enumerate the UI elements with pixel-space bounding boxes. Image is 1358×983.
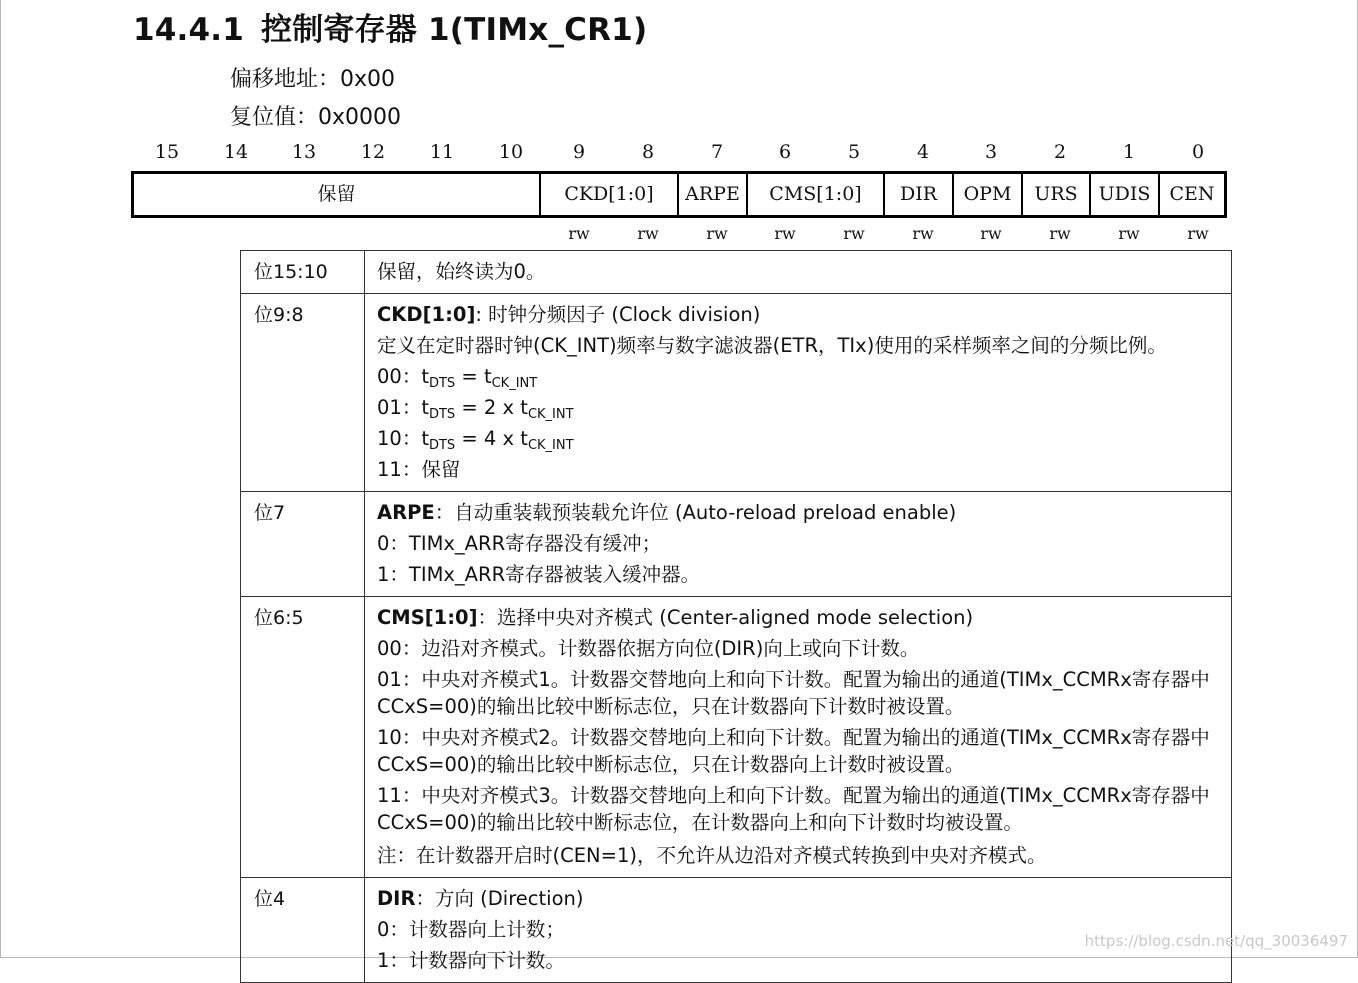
section-number: 14.4.1 [133,12,245,48]
access-label: rw [568,224,590,243]
field-udis: UDIS [1089,174,1158,215]
field-reserved: 保留 [317,183,356,205]
field-title: 选择中央对齐模式 (Center-aligned mode selection) [497,606,974,629]
symbol: t [421,365,429,388]
access-label: rw [706,224,728,243]
bit-number: 5 [847,141,861,163]
access-label: rw [1118,224,1140,243]
symbol-subscript: CK_INT [491,376,538,391]
field-title: 保留，始终读为0。 [377,260,546,283]
symbol: t [520,427,528,450]
field-cen: CEN [1158,174,1224,215]
bit-range: 位6:5 [241,597,365,878]
symbol: t [483,365,492,388]
access-label: rw [843,224,865,243]
bit-number: 13 [291,141,317,163]
description-line: 1：计数器向下计数。 [377,949,565,972]
description-line [377,392,1231,423]
table-row [241,492,1232,597]
value-prefix: 10： [377,427,422,450]
description-line: 11：保留 [377,458,461,481]
access-label: rw [912,224,934,243]
table-row [241,251,1232,294]
register-diagram [131,171,1227,218]
field-title: 方向 (Direction) [434,887,584,910]
bit-number: 10 [498,141,524,163]
bit-number: 11 [429,141,455,163]
bit-number: 0 [1191,141,1205,163]
field-arpe: ARPE [677,174,746,215]
description-line: 1：TIMx_ARR寄存器被装入缓冲器。 [377,563,701,586]
bit-description [365,294,1232,492]
relation: = [455,365,484,388]
field-heading [377,299,1231,330]
access-label: rw [774,224,796,243]
bit-number: 2 [1053,141,1067,163]
bit-description [365,492,1232,597]
value-prefix: 01： [377,396,422,419]
description-line: 定义在定时器时钟(CK_INT)频率与数字滤波器(ETR，TIx)使用的采样频率之间的分频比例。 [377,334,1167,357]
access-label: rw [637,224,659,243]
field-heading [377,497,1231,528]
symbol-subscript: DTS [428,407,456,422]
access-label: rw [1049,224,1071,243]
description-line: 0：TIMx_ARR寄存器没有缓冲； [377,532,662,555]
description-line: 01：中央对齐模式1。计数器交替地向上和向下计数。配置为输出的通道(TIMx_CCMRx寄存器中CCxS=00)的输出比较中断标志位，只在计数器向下计数时被设置。 [377,668,1210,718]
field-name: CMS[1:0] [377,606,478,629]
field-heading [377,602,1231,633]
field-title: 自动重装载预装载允许位 (Auto-reload preload enable) [454,501,957,524]
bit-number: 9 [572,141,586,163]
symbol: t [520,396,528,419]
bit-range: 位9:8 [241,294,365,492]
bit-number: 6 [778,141,792,163]
symbol-subscript: CK_INT [527,407,574,422]
bit-range: 位4 [241,878,365,983]
field-separator: ： [434,501,455,524]
field-separator: ： [415,887,435,910]
bit-description-table [240,250,1232,983]
field-heading [377,256,1231,287]
table-row [241,294,1232,492]
symbol: t [421,396,429,419]
field-heading [377,883,1231,914]
table-row [241,597,1232,878]
bit-description [365,251,1232,294]
page-left-edge [0,0,1,958]
field-name: ARPE [377,501,435,524]
bit-number: 4 [916,141,930,163]
description-line [377,361,1231,392]
access-label: rw [1187,224,1209,243]
field-opm: OPM [952,174,1021,215]
bit-number: 1 [1122,141,1136,163]
field-name: DIR [377,887,416,910]
description-line [377,423,1231,454]
section-title: 控制寄存器 1(TIMx_CR1) [261,12,648,48]
bit-number: 12 [360,141,386,163]
bit-number: 15 [154,141,180,163]
field-name: CKD[1:0] [377,303,476,326]
watermark: https://blog.csdn.net/qq_30036497 [1084,932,1348,950]
relation: = 4 x [455,427,521,450]
symbol-subscript: DTS [428,376,456,391]
access-label: rw [980,224,1002,243]
description-line: 11：中央对齐模式3。计数器交替地向上和向下计数。配置为输出的通道(TIMx_CCMRx寄存器中CCxS=00)的输出比较中断标志位，在计数器向上和向下计数时均被设置。 [377,784,1210,834]
section-heading [133,4,647,49]
bit-range: 位15:10 [241,251,365,294]
reset-value: 复位值：0x0000 [230,105,402,130]
field-dir: DIR [883,174,952,215]
symbol-subscript: DTS [428,438,456,453]
bit-number: 8 [641,141,655,163]
bit-number: 3 [984,141,998,163]
offset-address: 偏移地址：0x00 [230,67,396,92]
value-prefix: 00： [377,365,422,388]
bit-number: 14 [223,141,249,163]
field-title: 时钟分频因子 (Clock division) [488,303,761,326]
description-line: 10：中央对齐模式2。计数器交替地向上和向下计数。配置为输出的通道(TIMx_CCMRx寄存器中CCxS=00)的输出比较中断标志位，只在计数器向上计数时被设置。 [377,726,1210,776]
description-line: 注：在计数器开启时(CEN=1)，不允许从边沿对齐模式转换到中央对齐模式。 [377,844,1047,867]
table-row [241,878,1232,983]
field-separator: ： [477,606,498,629]
relation: = 2 x [455,396,521,419]
field-separator: : [475,303,489,326]
bit-number: 7 [710,141,724,163]
field-urs: URS [1021,174,1089,215]
field-cms: CMS[1:0] [746,174,883,215]
bit-description [365,597,1232,878]
symbol: t [421,427,429,450]
description-line: 00：边沿对齐模式。计数器依据方向位(DIR)向上或向下计数。 [377,637,920,660]
description-line: 0：计数器向上计数； [377,918,565,941]
bit-description [365,878,1232,983]
bit-range: 位7 [241,492,365,597]
symbol-subscript: CK_INT [527,438,574,453]
field-ckd: CKD[1:0] [539,174,677,215]
